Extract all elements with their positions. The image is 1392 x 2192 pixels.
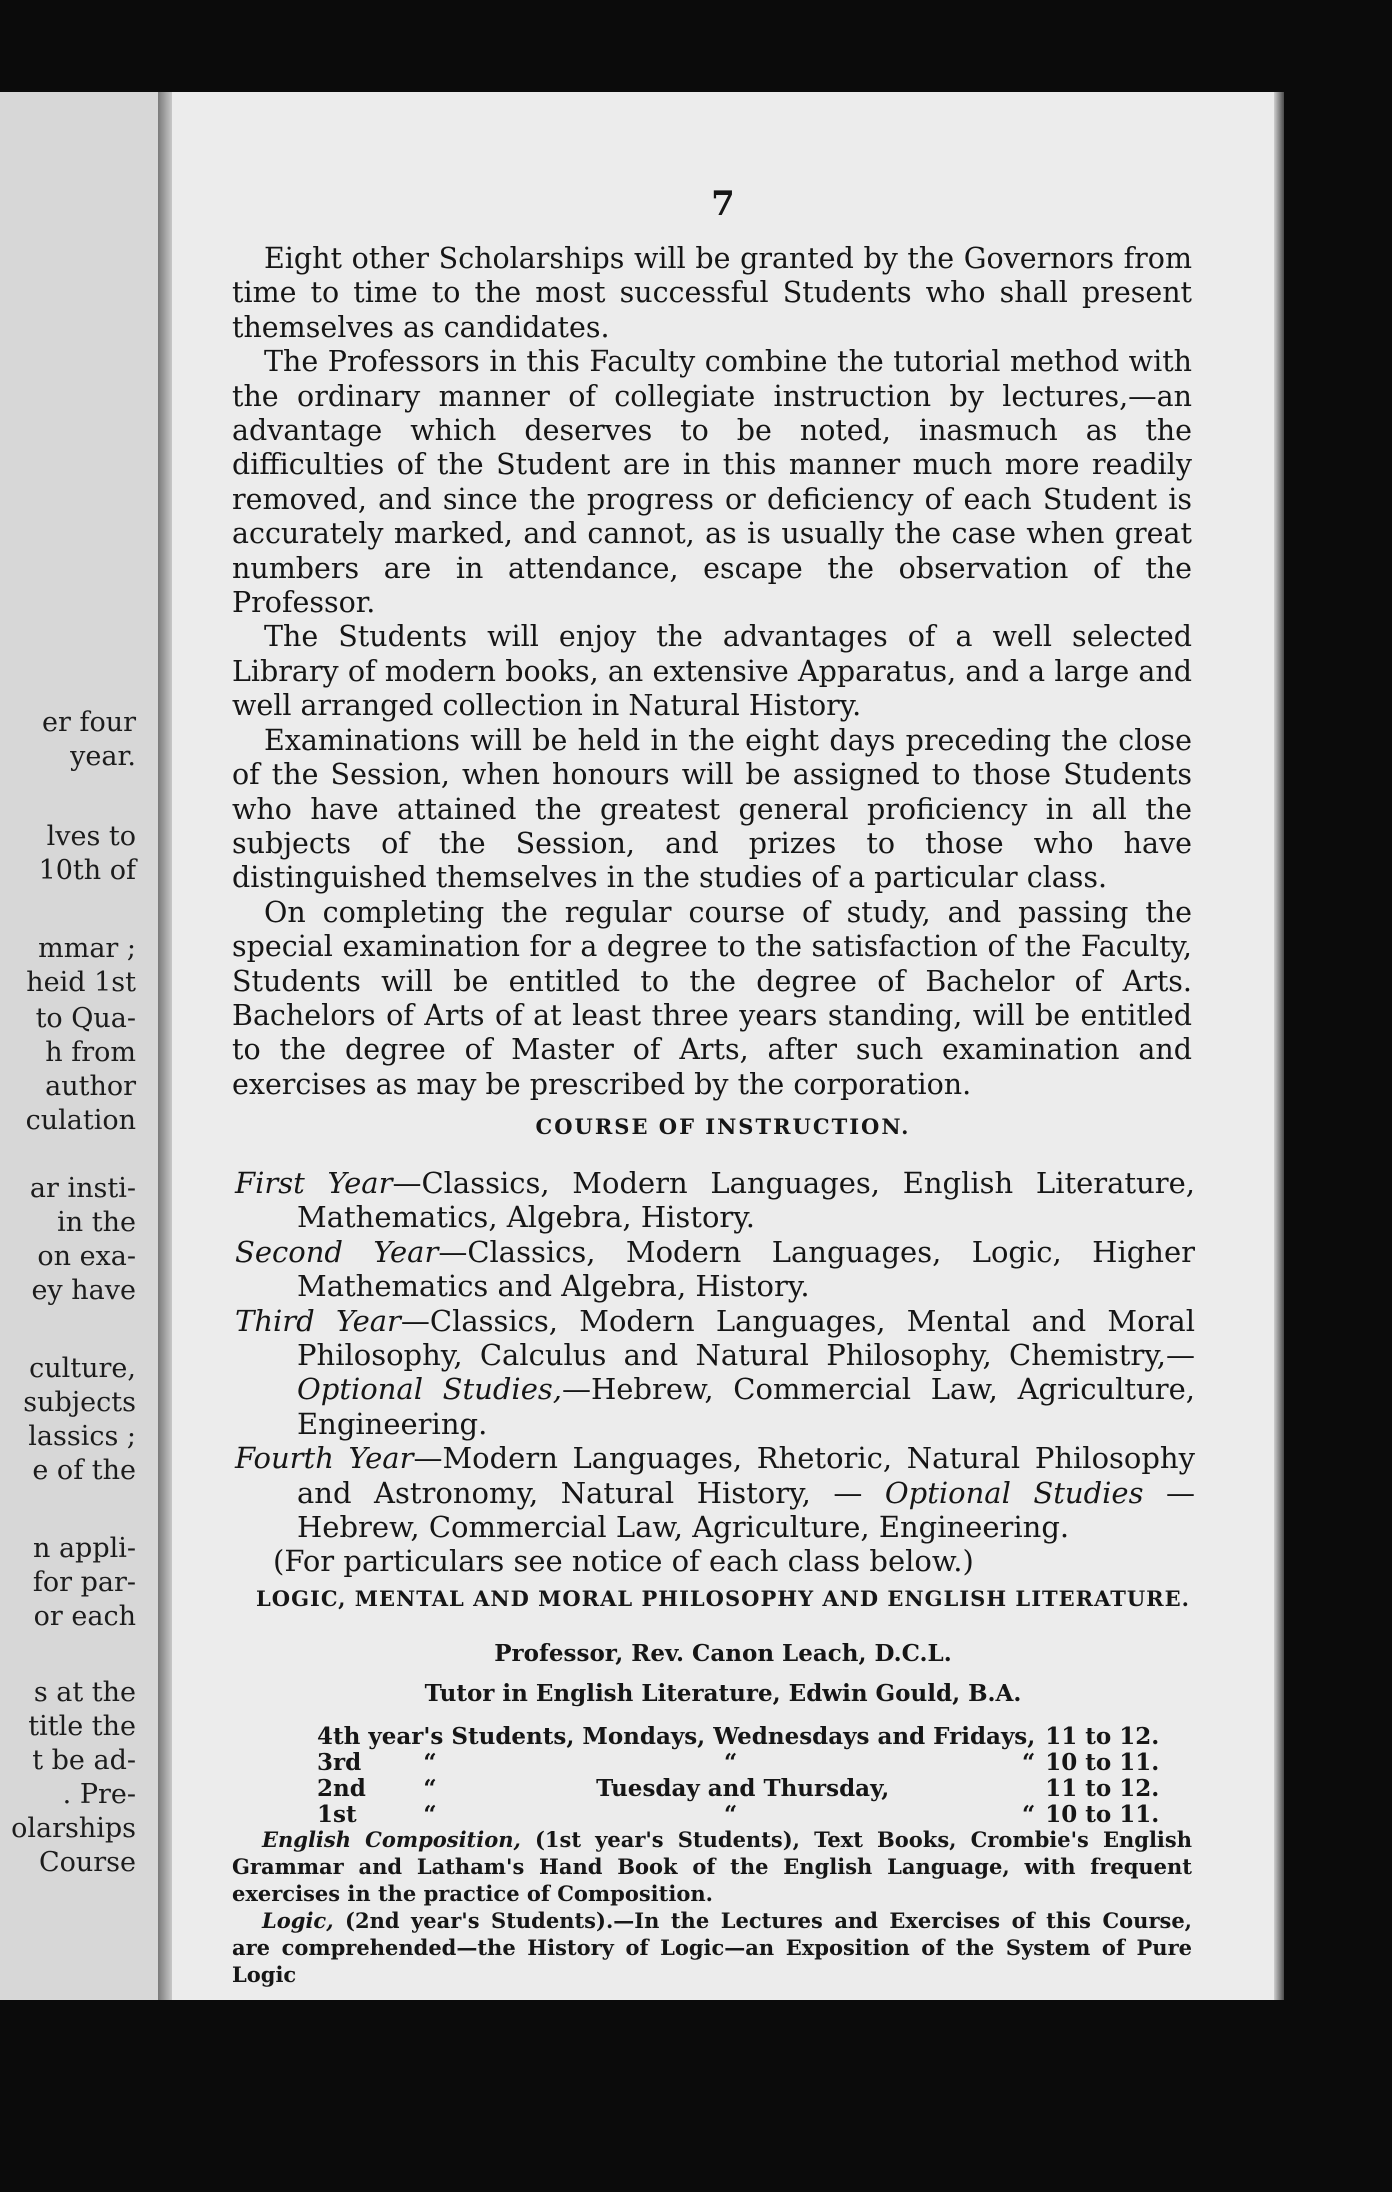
class-schedule xyxy=(312,1724,1164,1828)
left-page-text-fragment: title the xyxy=(28,1711,136,1742)
course-third-year xyxy=(235,1304,1195,1442)
intro-text xyxy=(232,242,1192,1102)
course-year-label: First Year xyxy=(235,1166,393,1200)
paragraph-examinations: Examinations will be held in the eight days preceding the close of the Session, when honours will be assigned to those Students who have attained the greatest general proficiency in all the subjects of the Session, and prizes to those who have distinguished themselves in the studies of a particular class. xyxy=(232,723,1192,895)
paragraph-library: The Students will enjoy the advantages of a well selected Library of modern books, an extensive Apparatus, and a large and well arranged collection in Natural History. xyxy=(232,620,1192,723)
ditto-mark: “ xyxy=(423,1801,437,1828)
note-english-composition xyxy=(232,1826,1192,1907)
schedule-row xyxy=(312,1802,1164,1828)
note-text: (1st year's Students), Text Books, Crombie's English Grammar and Latham's Hand Book of the English Language, with frequent exercises in the practice of Composition. xyxy=(232,1827,1192,1906)
course-subjects: —Classics, Modern Languages, English Literature, Mathematics, Algebra, History. xyxy=(297,1166,1196,1235)
left-page-text-fragment: e of the xyxy=(32,1455,136,1486)
left-page-text-fragment: er four xyxy=(41,707,136,738)
ditto-mark: “ xyxy=(423,1749,437,1776)
page-edge xyxy=(1274,92,1284,2000)
paragraph-tutorial-method: The Professors in this Faculty combine the tutorial method with the ordinary manner of collegiate instruction by lectures,—an advantage which deserves to be noted, inasmuch as the difficulties of the Student are in this manner much more readily removed, and since the progress or deficiency of each Student is accurately marked, and cannot, as is usually the case when great numbers are in attendance, escape the observation of the Professor. xyxy=(232,345,1192,620)
left-page-text-fragment: culture, xyxy=(29,1353,136,1384)
left-page-text-fragment: culation xyxy=(25,1105,136,1136)
left-page-text-fragment: or each xyxy=(33,1601,136,1632)
course-subjects: —Classics, Modern Languages, Mental and Moral Philosophy, Calculus and Natural Philosophy, Chemistry,— xyxy=(297,1303,1195,1373)
course-notes xyxy=(232,1826,1192,1988)
schedule-year: 1st xyxy=(317,1801,357,1828)
left-page-text-fragment: ar insti- xyxy=(29,1173,136,1204)
schedule-days: Tuesday and Thursday, xyxy=(596,1775,890,1802)
optional-subjects: —Hebrew, Commercial Law, Agriculture, Engineering. xyxy=(297,1475,1196,1545)
paragraph-scholarships: Eight other Scholarships will be granted by the Governors from time to time to the most successful Students who shall present themselves as candidates. xyxy=(232,242,1192,344)
left-page-text-fragment: s at the xyxy=(33,1677,136,1708)
left-page-text-fragment: on exa- xyxy=(37,1241,136,1272)
schedule-time: 11 to 12. xyxy=(1045,1723,1160,1750)
course-second-year xyxy=(235,1235,1195,1304)
ditto-mark: “ xyxy=(423,1775,437,1802)
course-subjects: —Classics, Modern Languages, Logic, Higher Mathematics and Algebra, History. xyxy=(297,1234,1195,1304)
left-page-text-fragment: in the xyxy=(57,1207,136,1238)
left-page-text-fragment: h from xyxy=(45,1037,136,1068)
left-page-text-fragment: year. xyxy=(70,741,136,772)
schedule-time: 10 to 11. xyxy=(1045,1801,1160,1828)
optional-studies-label: Optional Studies xyxy=(884,1475,1144,1510)
ditto-mark: “ xyxy=(724,1801,738,1828)
schedule-time: 10 to 11. xyxy=(1045,1749,1160,1776)
book-gutter xyxy=(158,92,172,2000)
left-page-text-fragment: subjects xyxy=(23,1387,136,1418)
department-heading: LOGIC, MENTAL AND MORAL PHILOSOPHY AND ENGLISH LITERATURE. xyxy=(256,1586,1190,1611)
schedule-row xyxy=(312,1750,1164,1776)
ditto-mark: “ xyxy=(724,1749,738,1776)
course-year-label: Fourth Year xyxy=(235,1441,414,1476)
page xyxy=(172,92,1274,2000)
left-page-text-fragment: for par- xyxy=(32,1567,136,1598)
course-heading: COURSE OF INSTRUCTION. xyxy=(535,1114,911,1139)
paragraph-degrees: On completing the regular course of study, and passing the special examination for a degree to the satisfaction of the Faculty, Students will be entitled to the degree of Bachelor of Arts. Bachelors of Arts of at least three years standing, will be entitled to the degree of Master of Arts, after such examination and exercises as may be prescribed by the corporation. xyxy=(232,895,1192,1101)
schedule-row xyxy=(312,1724,1164,1750)
course-year-label: Third Year xyxy=(235,1303,401,1338)
ditto-mark: “ xyxy=(1022,1749,1036,1776)
left-page-text-fragment: lves to xyxy=(46,821,136,852)
note-label: Logic, xyxy=(262,1908,334,1933)
left-page-text-fragment: . Pre- xyxy=(62,1779,136,1810)
schedule-year: 3rd xyxy=(317,1749,362,1776)
left-page-text-fragment: t be ad- xyxy=(32,1745,136,1776)
schedule-row xyxy=(312,1776,1164,1802)
left-page-text-fragment: 10th of xyxy=(38,855,136,886)
left-page-text-fragment: mmar ; xyxy=(38,933,136,964)
ditto-mark: “ xyxy=(1022,1801,1036,1828)
left-page-text-fragment: lassics ; xyxy=(28,1421,136,1452)
note-text: (2nd year's Students).—In the Lectures and Exercises of this Course, are comprehended—the History of Logic—an Exposition of the System of Pure Logic xyxy=(232,1908,1192,1987)
tutor-line: Tutor in English Literature, Edwin Gould, B.A. xyxy=(424,1680,1022,1707)
schedule-days: 4th year's Students, Mondays, Wednesdays and Fridays, xyxy=(317,1723,1036,1750)
schedule-time: 11 to 12. xyxy=(1045,1775,1160,1802)
professor-line: Professor, Rev. Canon Leach, D.C.L. xyxy=(494,1640,952,1667)
note-logic xyxy=(232,1907,1192,1988)
course-year-label: Second Year xyxy=(235,1234,439,1269)
course-subjects: —Modern Languages, Rhetoric, Natural Philosophy and Astronomy, Natural History, — xyxy=(297,1441,1195,1510)
optional-studies-label: Optional Studies, xyxy=(297,1372,562,1407)
left-page-fragment xyxy=(0,92,158,2000)
left-page-text-fragment: ey have xyxy=(31,1275,136,1306)
note-label: English Composition, xyxy=(262,1827,521,1852)
course-first-year xyxy=(235,1166,1195,1235)
schedule-year: 2nd xyxy=(317,1775,366,1802)
optional-subjects: —Hebrew, Commercial Law, Agriculture, Engineering. xyxy=(297,1372,1195,1441)
left-page-text-fragment: n appli- xyxy=(32,1533,136,1564)
left-page-text-fragment: olarships xyxy=(11,1813,136,1844)
left-page-text-fragment: author xyxy=(45,1071,136,1102)
page-number: 7 xyxy=(711,184,735,224)
left-page-text-fragment: heid 1st xyxy=(26,967,136,998)
course-note: (For particulars see notice of each class below.) xyxy=(273,1544,974,1579)
course-fourth-year xyxy=(235,1441,1195,1544)
left-page-text-fragment: to Qua- xyxy=(35,1003,136,1034)
left-page-text-fragment: Course xyxy=(38,1847,136,1878)
course-list xyxy=(235,1166,1195,1579)
